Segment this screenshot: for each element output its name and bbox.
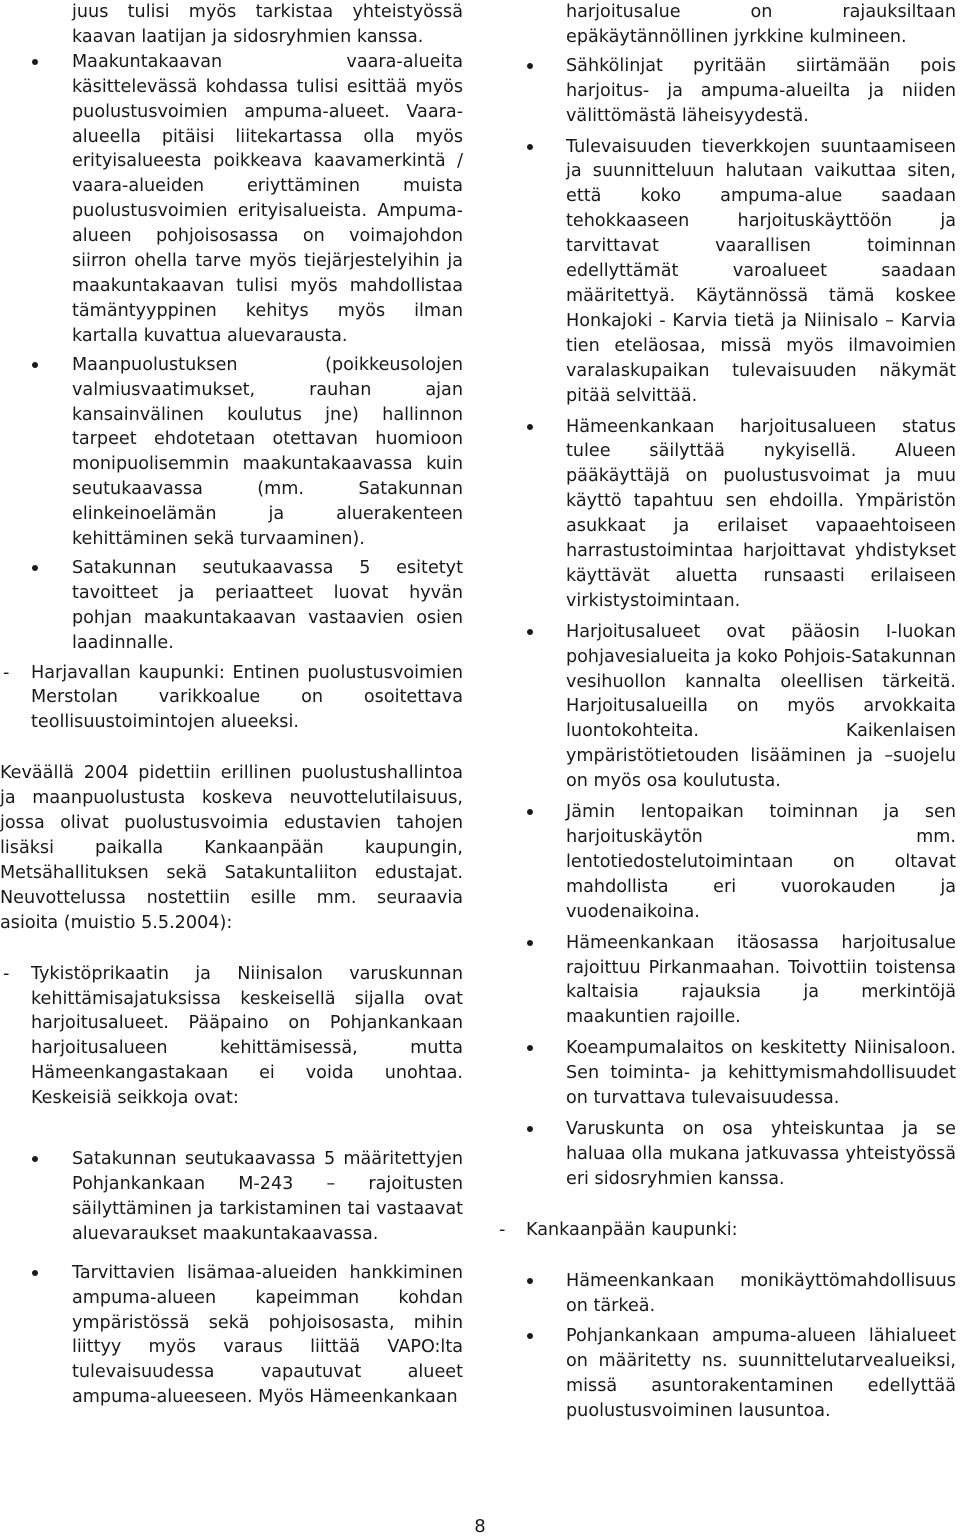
page-number: 8 (474, 1516, 486, 1537)
right-top-continuation: harjoitusalue on rajauksiltaan epäkäytännöllinen jyrkkine kulmineen. (566, 2, 956, 47)
dash-item-harjavalta: - Harjavallan kaupunki: Entinen puolustusvoimien Merstolan varikkoalue on osoitettava teollisuustoimintojen alueeksi. (0, 661, 463, 736)
dash-item-tykistoprikaati: - Tykistöprikaatin ja Niinisalon varuskunnan kehittämisajatuksissa keskeisellä sijalla ovat harjoitusalueet. Pääpaino on Pohjankankaan harjoitusalueen kehittämisessä, mutta Hämeenkangastakaan ei voida unohtaa. Keskeisiä seikkoja ovat: (0, 962, 463, 1111)
list-item: Hämeenkankaan monikäyttömahdollisuus on tärkeä. (498, 1269, 956, 1319)
list-item: Satakunnan seutukaavassa 5 määritettyjen Pohjankankaan M-243 – rajoitusten säilyttäminen ja tarkistaminen tai vastaavat aluevaraukset maakuntakaavassa. (0, 1147, 463, 1247)
list-item: Hämeenkankaan harjoitusalueen status tulee säilyttää nykyisellä. Alueen pääkäyttäjä on puolustusvoimat ja muu käyttö tapahtuu sen ehdoilla. Ympäristön asukkaat ja erilaiset vapaaehtoiseen harrastustoimintaa harjoittavat yhdistykset käyttävät aluetta runsaasti erilaiseen virkistystoimintaan. (498, 415, 956, 614)
list-item: Varuskunta on osa yhteiskuntaa ja se haluaa olla mukana jatkuvassa yhteistyössä eri sidosryhmien kanssa. (498, 1117, 956, 1192)
right-column (498, 0, 956, 1424)
left-column (0, 0, 463, 1410)
list-item: Tarvittavien lisämaa-alueiden hankkiminen ampuma-alueen kapeimman kohdan ympäristössä sekä pohjoisosasta, mihin liittyy myös varaus liittää VAPO:lta tulevaisuudessa vapautuvat alueet ampuma-alueeseen. Myös Hämeenkankaan (0, 1261, 463, 1410)
list-item: Sähkölinjat pyritään siirtämään pois harjoitus- ja ampuma-alueilta ja niiden välittömästä läheisyydestä. (498, 54, 956, 129)
list-item: Satakunnan seutukaavassa 5 esitetyt tavoitteet ja periaatteet luovat hyvän pohjan maakuntakaavan vastaavien osien laadinnalle. (0, 556, 463, 656)
list-item: Koeampumalaitos on keskitetty Niinisaloon. Sen toiminta- ja kehittymismahdollisuudet on turvattava tulevaisuudessa. (498, 1036, 956, 1111)
left-top-continuation: juus tulisi myös tarkistaa yhteistyössä kaavan laatijan ja sidosryhmien kanssa. (72, 2, 463, 47)
list-item: Maakuntakaavan vaara-alueita käsittelevässä kohdassa tulisi esittää myös puolustusvoimien ampuma-alueet. Vaara-alueella pitäisi liitekartassa olla myös erityisalueesta poikkeava kaavamerkintä / vaara-alueiden eriyttäminen muista puolustusvoimien erityisalueista. Ampuma-alueen pohjoisosassa on voimajohdon siirron ohella tarve myös tiejärjestelyihin ja maakuntakaavan tulisi myös mahdollistaa tämäntyyppinen kehitys myös ilman kartalla kuvattua aluevarausta. (0, 50, 463, 349)
list-item: Hämeenkankaan itäosassa harjoitusalue rajoittuu Pirkanmaahan. Toivottiin toistensa kaltaisia rajauksia ja merkintöjä maakuntien rajoille. (498, 931, 956, 1031)
list-item: Maanpuolustuksen (poikkeusolojen valmiusvaatimukset, rauhan ajan kansainvälinen koulutus jne) hallinnon tarpeet ehdotetaan otettavan huomioon monipuolisemmin maakuntakaavassa kuin seutukaavassa (mm. Satakunnan elinkeinoelämän ja aluerakenteen kehittäminen sekä turvaaminen). (0, 353, 463, 552)
list-item: Tulevaisuuden tieverkkojen suuntaamiseen ja suunnitteluun halutaan vaikuttaa siten, että koko ampuma-alue saadaan tehokkaaseen harjoituskäyttöön ja tarvittavat vaarallisen toiminnan edellyttämät varoalueet saadaan määritettyä. Käytännössä tämä koskee Honkajoki - Karvia tietä ja Niinisalo – Karvia tien eteläosaa, missä myös ilmavoimien varalaskupaikan tulevaisuuden näkymät pitää selvittää. (498, 135, 956, 409)
paragraph-spring-2004: Keväällä 2004 pidettiin erillinen puolustushallintoa ja maanpuolustusta koskeva neuvottelutilaisuus, jossa olivat puolustusvoimia edustavien tahojen lisäksi paikalla Kankaanpään kaupungin, Metsähallituksen sekä Satakuntaliiton edustajat. Neuvottelussa nostettiin esille mm. seuraavia asioita (muistio 5.5.2004): (0, 763, 463, 933)
list-item: Harjoitusalueet ovat pääosin I-luokan pohjavesialueita ja koko Pohjois-Satakunnan vesihuollon kannalta oleellisen tärkeitä. Harjoitusalueilla on myös arvokkaita luontokohteita. Kaikenlaisen ympäristötietouden lisääminen ja –suojelu on myös osa koulutusta. (498, 620, 956, 794)
dash-item-kankaanpaa: - Kankaanpään kaupunki: (498, 1218, 956, 1243)
list-item: Pohjankankaan ampuma-alueen lähialueet on määritetty ns. suunnittelutarvealueiksi, missä asuntorakentaminen edellyttää puolustusvoiminen lausuntoa. (498, 1324, 956, 1424)
list-item: Jämin lentopaikan toiminnan ja sen harjoituskäytön mm. lentotiedostelutoimintaan on oltavat mahdollista eri vuorokauden ja vuodenaikoina. (498, 800, 956, 925)
